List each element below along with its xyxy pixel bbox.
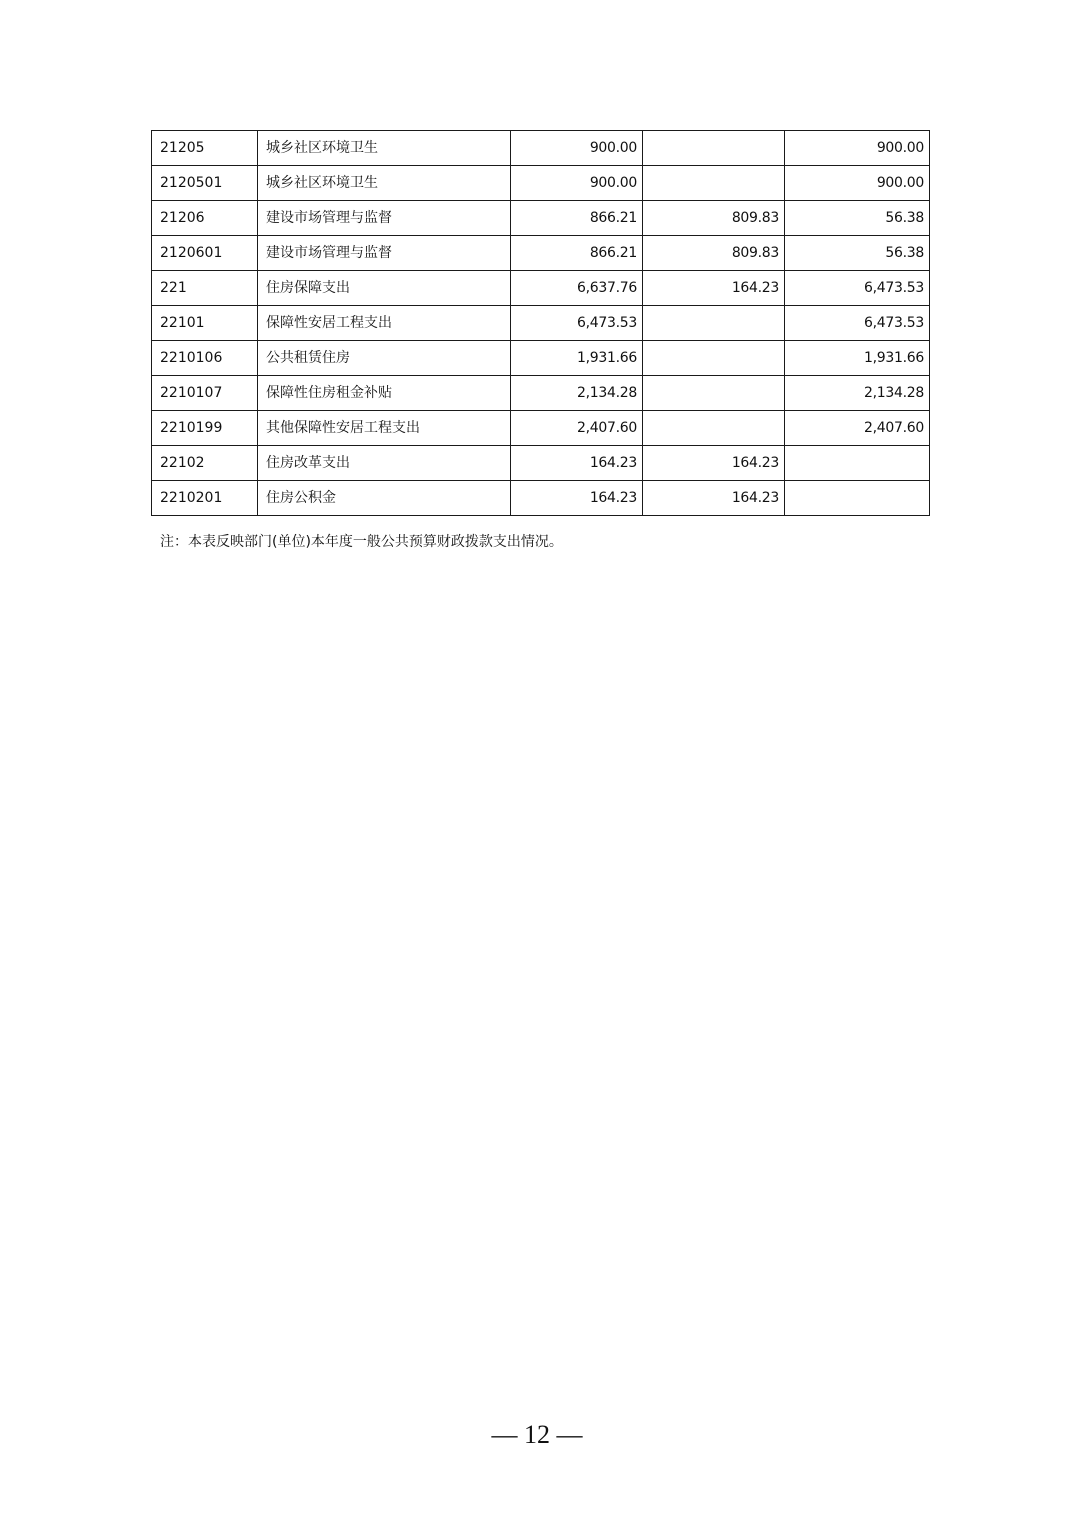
cell-basic-expenditure: 809.83 [643, 236, 785, 271]
cell-total-amount: 1,931.66 [511, 341, 643, 376]
cell-basic-expenditure: 809.83 [643, 201, 785, 236]
cell-basic-expenditure [643, 166, 785, 201]
cell-function-name: 住房保障支出 [258, 271, 511, 306]
table-row [152, 481, 930, 516]
cell-project-expenditure: 2,407.60 [785, 411, 930, 446]
table-row [152, 446, 930, 481]
table-row [152, 341, 930, 376]
cell-function-code: 2120501 [152, 166, 258, 201]
cell-function-name: 城乡社区环境卫生 [258, 166, 511, 201]
cell-project-expenditure: 900.00 [785, 166, 930, 201]
cell-total-amount: 900.00 [511, 166, 643, 201]
cell-project-expenditure: 2,134.28 [785, 376, 930, 411]
cell-function-name: 其他保障性安居工程支出 [258, 411, 511, 446]
table-row [152, 411, 930, 446]
cell-basic-expenditure [643, 306, 785, 341]
cell-project-expenditure [785, 481, 930, 516]
cell-function-code: 21205 [152, 131, 258, 166]
table-row [152, 166, 930, 201]
cell-basic-expenditure [643, 341, 785, 376]
cell-function-name: 城乡社区环境卫生 [258, 131, 511, 166]
cell-total-amount: 2,407.60 [511, 411, 643, 446]
table-row [152, 201, 930, 236]
cell-total-amount: 6,473.53 [511, 306, 643, 341]
cell-function-code: 22102 [152, 446, 258, 481]
table-row [152, 306, 930, 341]
budget-expenditure-table [151, 130, 930, 516]
cell-project-expenditure: 900.00 [785, 131, 930, 166]
cell-basic-expenditure: 164.23 [643, 481, 785, 516]
cell-total-amount: 6,637.76 [511, 271, 643, 306]
cell-function-code: 2210201 [152, 481, 258, 516]
table-footnote: 注：本表反映部门(单位)本年度一般公共预算财政拨款支出情况。 [160, 534, 563, 550]
cell-function-code: 2210107 [152, 376, 258, 411]
cell-basic-expenditure [643, 411, 785, 446]
page-number: — 12 — [491, 1420, 583, 1449]
cell-function-code: 2120601 [152, 236, 258, 271]
cell-total-amount: 866.21 [511, 201, 643, 236]
cell-function-name: 建设市场管理与监督 [258, 236, 511, 271]
table-body [152, 131, 930, 516]
table-row [152, 376, 930, 411]
cell-project-expenditure [785, 446, 930, 481]
cell-total-amount: 900.00 [511, 131, 643, 166]
cell-basic-expenditure: 164.23 [643, 446, 785, 481]
table-row [152, 236, 930, 271]
cell-basic-expenditure [643, 376, 785, 411]
table-row [152, 271, 930, 306]
cell-total-amount: 866.21 [511, 236, 643, 271]
cell-project-expenditure: 56.38 [785, 236, 930, 271]
cell-function-name: 公共租赁住房 [258, 341, 511, 376]
cell-function-code: 221 [152, 271, 258, 306]
cell-function-name: 住房改革支出 [258, 446, 511, 481]
cell-function-code: 21206 [152, 201, 258, 236]
cell-basic-expenditure [643, 131, 785, 166]
cell-function-code: 22101 [152, 306, 258, 341]
cell-function-code: 2210106 [152, 341, 258, 376]
cell-function-name: 住房公积金 [258, 481, 511, 516]
cell-total-amount: 164.23 [511, 446, 643, 481]
cell-project-expenditure: 56.38 [785, 201, 930, 236]
cell-function-name: 保障性安居工程支出 [258, 306, 511, 341]
cell-project-expenditure: 6,473.53 [785, 306, 930, 341]
cell-function-code: 2210199 [152, 411, 258, 446]
cell-total-amount: 164.23 [511, 481, 643, 516]
cell-basic-expenditure: 164.23 [643, 271, 785, 306]
cell-function-name: 保障性住房租金补贴 [258, 376, 511, 411]
cell-project-expenditure: 6,473.53 [785, 271, 930, 306]
cell-project-expenditure: 1,931.66 [785, 341, 930, 376]
table-row [152, 131, 930, 166]
cell-function-name: 建设市场管理与监督 [258, 201, 511, 236]
cell-total-amount: 2,134.28 [511, 376, 643, 411]
